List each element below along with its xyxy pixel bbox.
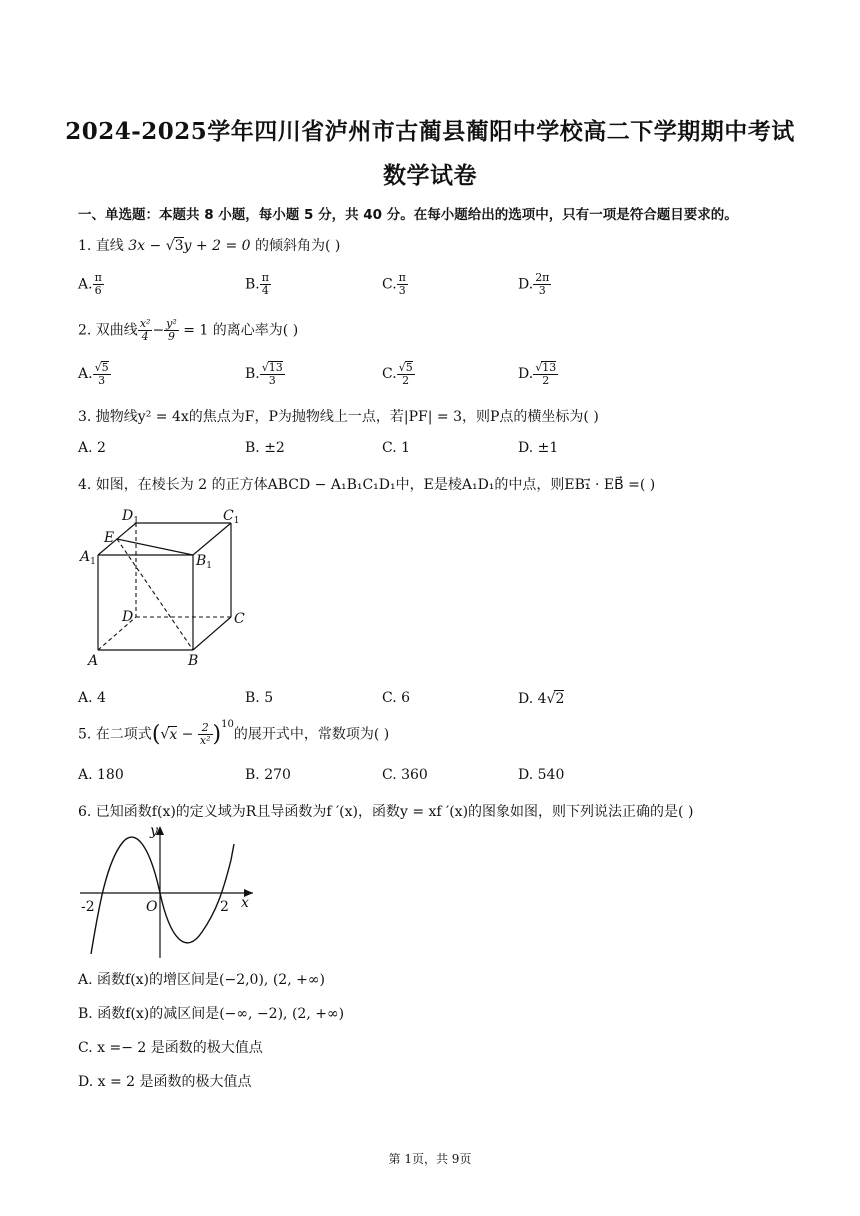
frac-num: 2π bbox=[535, 271, 550, 284]
label-b1: $B_1$ bbox=[196, 553, 213, 571]
label-a: A bbox=[88, 653, 99, 669]
q4-option-c[interactable]: C. 6 bbox=[382, 690, 411, 706]
frac-den: 3 bbox=[268, 374, 276, 387]
frac-num: π bbox=[261, 271, 269, 284]
question-1-stem: 1. 直线 3x − √3y + 2 = 0 的倾斜角为( ) bbox=[78, 238, 341, 254]
cube-figure bbox=[78, 505, 248, 670]
frac-den: x² bbox=[199, 734, 211, 747]
q4-option-b[interactable]: B. 5 bbox=[245, 690, 274, 706]
function-graph-figure bbox=[78, 822, 258, 962]
q6-option-d[interactable]: D. x = 2 是函数的极大值点 bbox=[78, 1074, 252, 1090]
q1-option-d-label: D. bbox=[518, 276, 534, 293]
q5-suffix: 的展开式中，常数项为( ) bbox=[233, 726, 390, 743]
q2-suffix: 的离心率为( ) bbox=[208, 322, 299, 339]
q6-option-a[interactable]: A. 函数f(x)的增区间是(−2,0), (2, +∞) bbox=[78, 972, 325, 988]
frac-num: √13 bbox=[261, 361, 283, 374]
q2-option-a[interactable] bbox=[78, 361, 111, 387]
q1-option-b[interactable] bbox=[245, 272, 271, 297]
q2-option-d[interactable] bbox=[518, 361, 558, 387]
axis-y-label: y bbox=[150, 823, 158, 839]
frac-num: π bbox=[398, 271, 406, 284]
origin-label: O bbox=[146, 899, 158, 915]
q1-option-a-frac bbox=[93, 272, 104, 297]
frac-root: 5 bbox=[405, 361, 413, 374]
q1-option-c-label: C. bbox=[382, 276, 397, 293]
q2-option-d-label: D. bbox=[518, 366, 534, 382]
tick-neg2-label: -2 bbox=[81, 899, 95, 915]
frac-den: 4 bbox=[141, 330, 149, 343]
tick-pos2-label: 2 bbox=[220, 899, 229, 915]
frac-den: 6 bbox=[94, 284, 102, 297]
frac-den: 4 bbox=[261, 284, 269, 297]
q2-frac-x bbox=[138, 318, 153, 343]
q3-option-b[interactable]: B. ±2 bbox=[245, 440, 285, 456]
q4-option-d-label: D. 4 bbox=[518, 691, 547, 707]
q1-suffix: 的倾斜角为( ) bbox=[250, 238, 341, 254]
label-a1: $A_1$ bbox=[80, 549, 96, 567]
q3-option-d[interactable]: D. ±1 bbox=[518, 440, 559, 456]
q2-eq: = 1 bbox=[183, 322, 209, 339]
q6-option-b[interactable]: B. 函数f(x)的减区间是(−∞, −2), (2, +∞) bbox=[78, 1006, 345, 1022]
q5-option-a[interactable]: A. 180 bbox=[78, 767, 124, 783]
q4-option-a[interactable]: A. 4 bbox=[78, 690, 106, 706]
frac-num: 2 bbox=[198, 722, 213, 735]
q5-prefix: 5. 在二项式 bbox=[78, 726, 152, 743]
q3-option-a[interactable]: A. 2 bbox=[78, 440, 106, 456]
q1-option-a[interactable] bbox=[78, 272, 104, 297]
q2-option-a-frac bbox=[93, 361, 111, 387]
q2-option-a-label: A. bbox=[78, 366, 93, 382]
q2-option-c-label: C. bbox=[382, 366, 397, 382]
q2-option-b-label: B. bbox=[245, 366, 260, 382]
frac-den: 3 bbox=[398, 284, 406, 297]
question-6-stem: 6. 已知函数f(x)的定义域为R且导函数为f ′(x)，函数y = xf ′(x)的图象如图，则下列说法正确的是( ) bbox=[78, 804, 694, 820]
frac-num: π bbox=[94, 271, 102, 284]
axis-x-label: x bbox=[241, 895, 249, 911]
q1-eq-b: y + 2 = 0 bbox=[183, 238, 251, 254]
q1-option-b-frac bbox=[260, 272, 271, 297]
q6-option-c[interactable]: C. x =− 2 是函数的极大值点 bbox=[78, 1040, 263, 1056]
q1-option-c-frac bbox=[397, 272, 408, 297]
q4-option-d[interactable]: D. 4√2 bbox=[518, 691, 565, 707]
question-3-stem: 3. 抛物线y² = 4x的焦点为F，P为抛物线上一点，若|PF| = 3，则P点的横坐标为( ) bbox=[78, 409, 599, 425]
question-5-stem: 5. 在二项式(√x − $\frac{2}{\text{x²}}$ )$^{10}$的展开式中，常数项为( ) bbox=[78, 718, 390, 747]
q5-frac bbox=[198, 722, 213, 747]
frac-den: 2 bbox=[402, 374, 410, 387]
q5-option-d[interactable]: D. 540 bbox=[518, 767, 565, 783]
label-c: C bbox=[234, 611, 245, 627]
frac-root: 5 bbox=[101, 361, 109, 374]
frac-den: 2 bbox=[542, 374, 550, 387]
q1-eq-a: 3x − bbox=[128, 238, 166, 254]
frac-den: 9 bbox=[167, 330, 175, 343]
q2-option-d-frac bbox=[533, 361, 558, 387]
q2-option-b[interactable] bbox=[245, 361, 285, 387]
section-heading: 一、单选题：本题共 8 小题，每小题 5 分，共 40 分。在每小题给出的选项中，只有一项是符合题目要求的。 bbox=[78, 207, 738, 223]
exam-title: 2024-2025学年四川省泸州市古蔺县蔺阳中学校高二下学期期中考试 bbox=[65, 118, 795, 145]
frac-num: √5 bbox=[398, 361, 413, 374]
q5-minus: − bbox=[177, 726, 198, 743]
q1-option-b-label: B. bbox=[245, 276, 260, 293]
frac-den: 3 bbox=[538, 284, 546, 297]
q2-option-c-frac bbox=[397, 361, 415, 387]
q1-option-a-label: A. bbox=[78, 276, 93, 293]
label-d: D bbox=[122, 609, 134, 625]
q5-root: x bbox=[169, 726, 178, 743]
q2-option-b-frac bbox=[260, 361, 285, 387]
q1-option-d[interactable] bbox=[518, 272, 551, 297]
q2-prefix: 2. 双曲线 bbox=[78, 322, 138, 339]
frac-num: x² bbox=[139, 317, 151, 330]
frac-num: √13 bbox=[535, 361, 557, 374]
q5-option-c[interactable]: C. 360 bbox=[382, 767, 428, 783]
q1-prefix: 1. 直线 bbox=[78, 238, 124, 254]
q1-option-d-frac bbox=[533, 272, 551, 297]
page-footer: 第 1页，共 9页 bbox=[388, 1152, 472, 1166]
question-4-stem: 4. 如图，在棱长为 2 的正方体ABCD − A₁B₁C₁D₁中，E是棱A₁D₁的中点，则EB₁⃗ · EB⃗ =( ) bbox=[78, 477, 656, 493]
q2-frac-y bbox=[164, 318, 179, 343]
q2-option-c[interactable] bbox=[382, 361, 415, 387]
label-c1: $C_1$ bbox=[223, 508, 240, 526]
frac-num: √5 bbox=[94, 361, 109, 374]
q5-power: 10 bbox=[221, 718, 234, 730]
frac-den: 3 bbox=[98, 374, 106, 387]
frac-root: 13 bbox=[542, 361, 557, 374]
q4-option-d-root: 2 bbox=[555, 691, 565, 707]
q1-eq-root: 3 bbox=[174, 238, 184, 254]
q1-option-c[interactable] bbox=[382, 272, 408, 297]
q5-option-b[interactable]: B. 270 bbox=[245, 767, 291, 783]
label-e: E bbox=[104, 530, 115, 546]
frac-root: 13 bbox=[268, 361, 283, 374]
label-b: B bbox=[188, 653, 199, 669]
label-d1: $D_1$ bbox=[122, 508, 139, 526]
exam-subtitle: 数学试卷 bbox=[383, 162, 477, 189]
frac-num: y² bbox=[166, 317, 177, 330]
q3-option-c[interactable]: C. 1 bbox=[382, 440, 411, 456]
q2-minus: − bbox=[152, 322, 165, 339]
question-2-stem bbox=[78, 318, 298, 343]
